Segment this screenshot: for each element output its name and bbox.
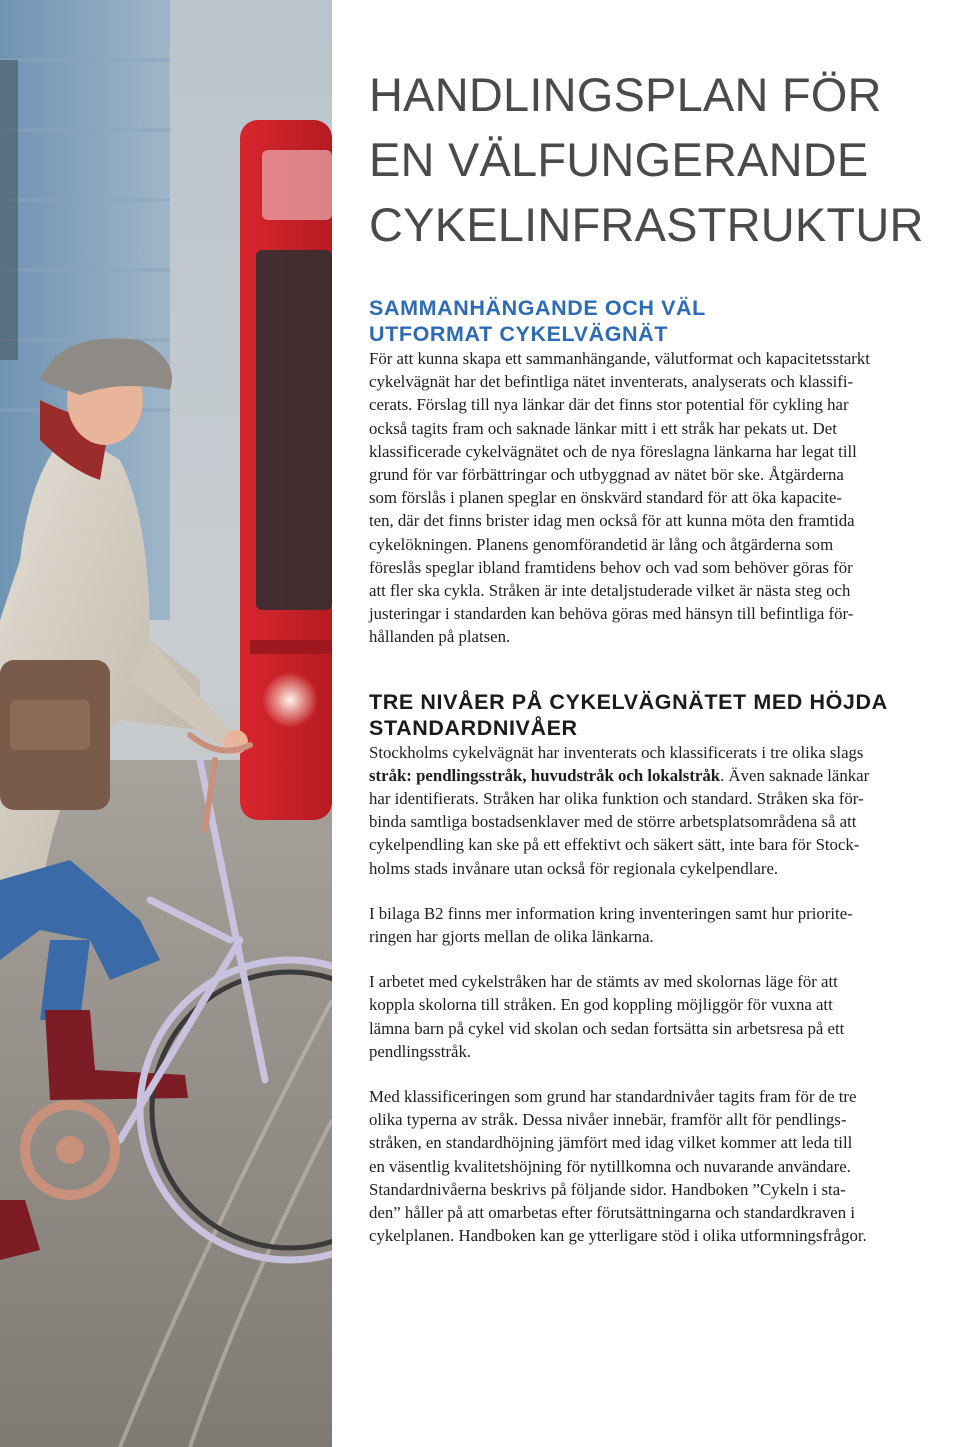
- text-line: cykelvägnät har det befintliga nätet inventerats, analyserats och klassifi-: [369, 372, 854, 392]
- text-line: justeringar i standarden kan behöva göras med hänsyn till befintliga för-: [369, 604, 854, 624]
- text-line: ringen har gjorts mellan de olika länkarna.: [369, 927, 654, 947]
- text-line: också tagits fram och saknade länkar mitt i ett stråk har pekats ut. Det: [369, 418, 837, 438]
- text-line: Stockholms cykelvägnät har inventerats och klassificerats i tre olika slags: [369, 742, 864, 762]
- section-heading: [369, 295, 951, 347]
- text-line: cykelpendling kan ske på ett effektivt och säkert sätt, inte bara för Stock-: [369, 835, 860, 855]
- text-line: som förslås i planen speglar en önskvärd standard för att öka kapacite-: [369, 488, 842, 508]
- text-line: att fler ska cykla. Stråken är inte detaljstuderade vilket är nästa steg och: [369, 581, 851, 601]
- page-title: [369, 62, 951, 257]
- text-line: stråken, en standardhöjning jämfört med idag vilket kommer att leda till: [369, 1133, 853, 1153]
- text-line: grund för var förbättringar och utbyggnad av nätet bör ske. Åtgärderna: [369, 465, 844, 485]
- text-line: olika typerna av stråk. Dessa nivåer innebär, framför allt för pendlings-: [369, 1110, 847, 1130]
- text-line: lämna barn på cykel vid skolan och sedan fortsätta sin arbetsresa på ett: [369, 1018, 845, 1038]
- text-line: binda samtliga bostadsenklaver med de större arbetsplatsområdena så att: [369, 812, 857, 832]
- text-line: pendlingsstråk.: [369, 1041, 472, 1061]
- title-line: CYKELINFRASTRUKTUR: [369, 198, 924, 251]
- text-line: [369, 764, 951, 787]
- text-line: cerats. Förslag till nya länkar där det finns stor potential för cykling har: [369, 395, 849, 415]
- section-paragraph: [369, 902, 951, 948]
- cyclist-photo: [0, 0, 332, 1447]
- text-line: har identifierats. Stråken har olika funktion och standard. Stråken ska för-: [369, 789, 864, 809]
- text-column: [369, 62, 951, 1248]
- title-line: HANDLINGSPLAN FÖR: [369, 68, 882, 121]
- text-line: För att kunna skapa ett sammanhängande, välutformat och kapacitetsstarkt: [369, 349, 870, 368]
- heading-line: TRE NIVÅER PÅ CYKELVÄGNÄTET MED HÖJDA: [369, 689, 888, 714]
- text-line: Med klassificeringen som grund har standardnivåer tagits fram för de tre: [369, 1087, 857, 1107]
- heading-line: UTFORMAT CYKELVÄGNÄT: [369, 322, 669, 346]
- section-heading: [369, 689, 951, 741]
- text-line: den” håller på att omarbetas efter förutsättningarna och standardkraven i: [369, 1203, 855, 1223]
- text-line: hållanden på platsen.: [369, 627, 511, 647]
- text-fragment: . Även saknade länkar: [720, 765, 870, 785]
- heading-line: STANDARDNIVÅER: [369, 715, 578, 740]
- text-line: Standardnivåerna beskrivs på följande sidor. Handboken ”Cykeln i sta-: [369, 1179, 846, 1199]
- section-paragraph: [369, 741, 951, 880]
- text-line: cykelökningen. Planens genomförandetid är lång och åtgärderna som: [369, 534, 834, 554]
- text-line: föreslås speglar ibland framtidens behov och vad som behöver göras för: [369, 557, 853, 577]
- emphasis-text: stråk: pendlingsstråk, huvudstråk och lokalstråk: [369, 765, 721, 785]
- section-paragraph: [369, 1085, 951, 1247]
- section-paragraph: [369, 970, 951, 1063]
- text-line: holms stads invånare utan också för regionala cykelpendlare.: [369, 858, 779, 878]
- text-line: I bilaga B2 finns mer information kring inventeringen samt hur priorite-: [369, 903, 853, 923]
- section-paragraph: [369, 347, 951, 649]
- text-line: cykelplanen. Handboken kan ge ytterligare stöd i olika utformningsfrågor.: [369, 1226, 867, 1246]
- text-line: I arbetet med cykelstråken har de stämts av med skolornas läge för att: [369, 972, 838, 992]
- text-line: ten, där det finns brister idag men också för att kunna möta den framtida: [369, 511, 855, 531]
- heading-line: SAMMANHÄNGANDE OCH VÄL: [369, 296, 706, 320]
- text-line: koppla skolorna till stråken. En god koppling möjliggör för vuxna att: [369, 995, 833, 1015]
- text-line: en väsentlig kvalitetshöjning för nytillkomna och nuvarande användare.: [369, 1156, 851, 1176]
- text-line: klassificerade cykelvägnätet och de nya föreslagna länkarna har legat till: [369, 441, 857, 461]
- title-line: EN VÄLFUNGERANDE: [369, 133, 869, 186]
